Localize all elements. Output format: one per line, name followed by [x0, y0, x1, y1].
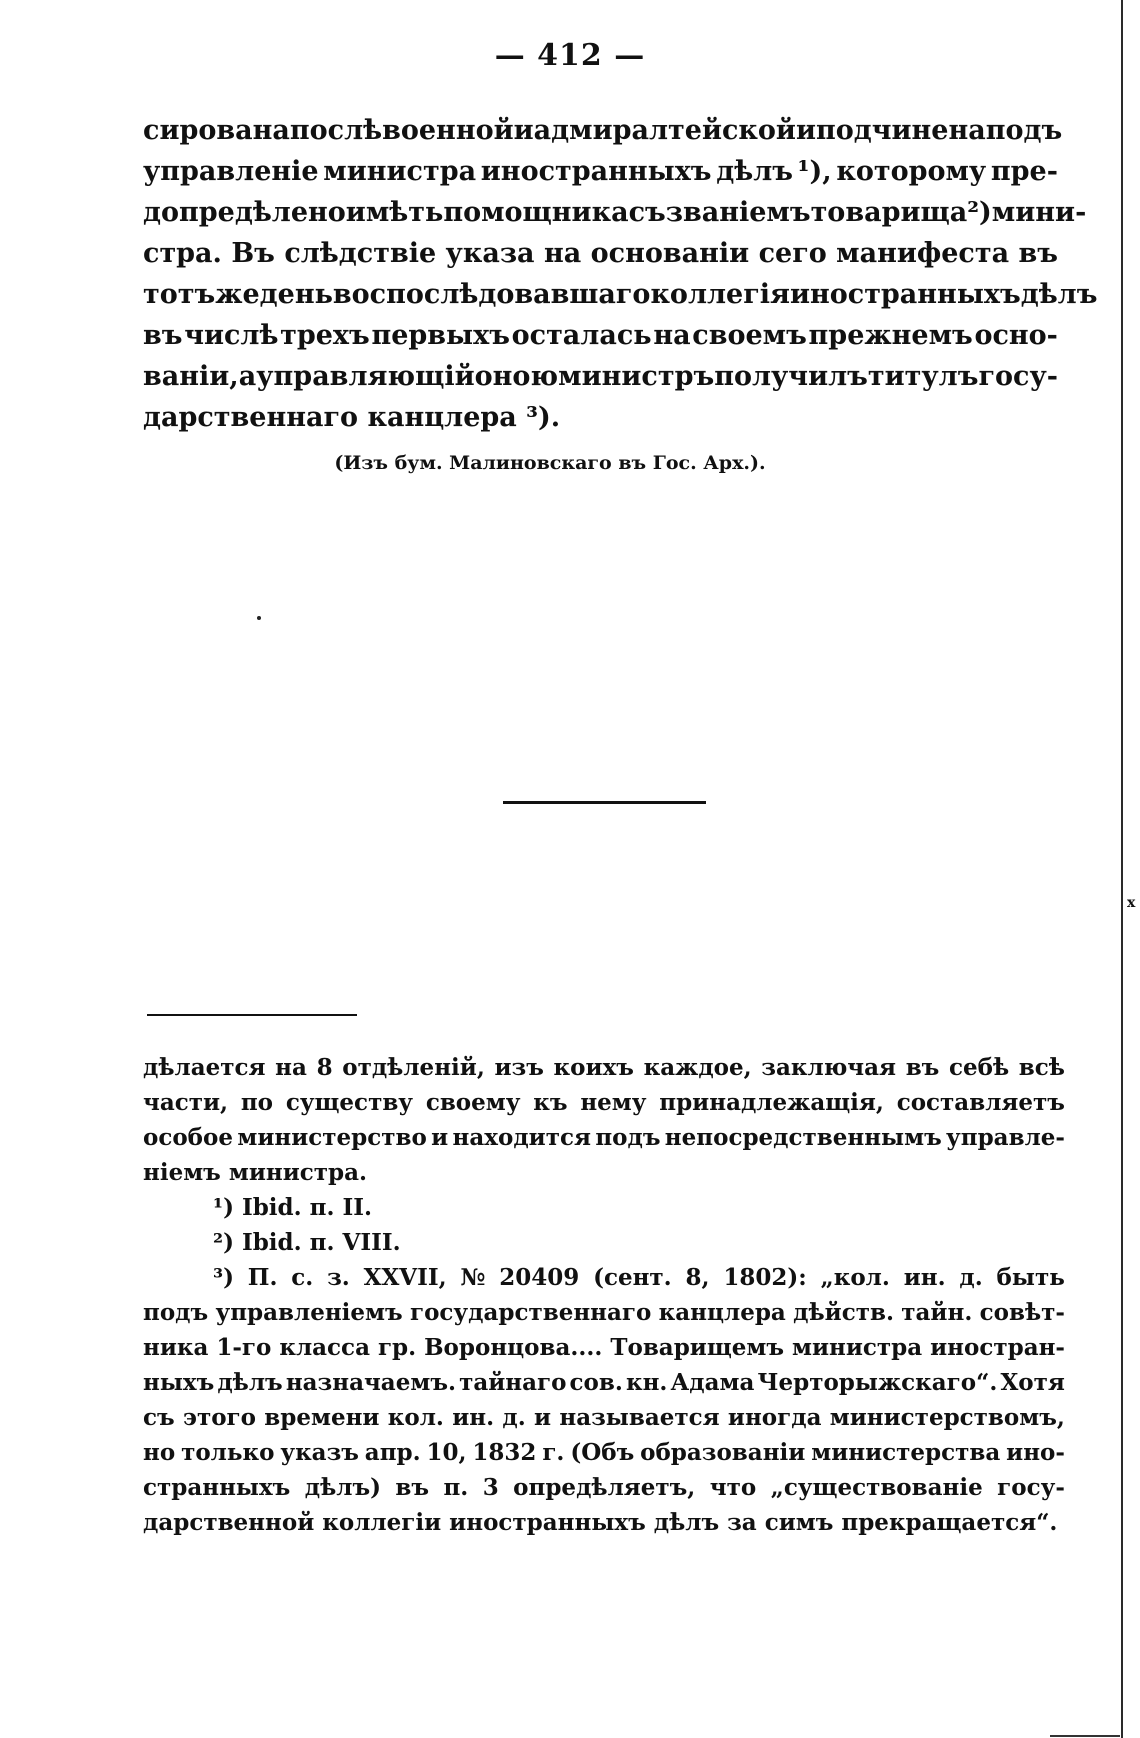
bottom-edge-line: [1050, 1735, 1120, 1737]
margin-mark: x: [1127, 895, 1136, 911]
word: быть: [996, 1264, 1065, 1291]
print-speck: [257, 616, 261, 620]
word: апр.: [364, 1439, 421, 1466]
word: къ: [533, 1089, 568, 1116]
word: времени: [264, 1404, 380, 1431]
word: 1802):: [723, 1264, 807, 1291]
footnote-line: [143, 1295, 1065, 1330]
word: д.: [959, 1264, 983, 1291]
footnote-1: ¹) Ibid. п. II.: [213, 1194, 373, 1221]
word: П.: [247, 1264, 278, 1291]
word: ин.: [903, 1264, 946, 1291]
word: что: [709, 1474, 757, 1501]
word: на: [275, 1054, 307, 1081]
word: но: [143, 1439, 176, 1466]
word: г.: [542, 1439, 565, 1466]
footnote-line: [143, 1050, 1065, 1085]
word: госу-: [978, 361, 1058, 392]
word: гр.: [377, 1334, 417, 1361]
footnote-line: [143, 1435, 1065, 1470]
word: „кол.: [820, 1264, 890, 1291]
word: день: [259, 279, 333, 310]
word: XXVII,: [363, 1264, 447, 1291]
word: послѣ: [289, 115, 383, 146]
word: сов.: [569, 1369, 623, 1396]
word: (Объ: [570, 1439, 635, 1466]
word: министерство: [237, 1124, 427, 1151]
word: себѣ: [948, 1054, 1010, 1081]
word: называется: [559, 1404, 720, 1431]
footnote-line: [143, 1470, 1065, 1505]
word: заключая: [761, 1054, 897, 1081]
word: ваніи,: [143, 361, 239, 392]
word: тайнаго: [459, 1369, 567, 1396]
footnote-line: [143, 1330, 1065, 1365]
word: титулъ: [867, 361, 979, 392]
word: трехъ: [280, 320, 370, 351]
word: образованіи: [640, 1439, 806, 1466]
footnote-line: [143, 1400, 1065, 1435]
main-line: [143, 356, 1058, 397]
word: 1832: [472, 1439, 537, 1466]
word: слѣдствіе: [284, 238, 437, 269]
main-line-last: дарственнаго канцлера ³).: [143, 402, 561, 433]
word: 8,: [685, 1264, 710, 1291]
word: дѣйств.: [793, 1299, 894, 1326]
word: коллегія: [650, 279, 790, 310]
word: принадлежащія,: [659, 1089, 884, 1116]
main-line: [143, 151, 1058, 192]
word: а: [238, 361, 257, 392]
word: министръ: [558, 361, 715, 392]
word: сирована: [143, 115, 290, 146]
word: ³): [213, 1264, 234, 1291]
footnotes-block: [143, 1050, 1065, 1540]
word: странныхъ: [143, 1474, 291, 1501]
word: кол.: [387, 1404, 444, 1431]
word: только: [181, 1439, 275, 1466]
word: Хотя: [1000, 1369, 1065, 1396]
word: с.: [291, 1264, 314, 1291]
word: иностранныхъ: [789, 279, 1021, 310]
word: оною: [474, 361, 559, 392]
word: получилъ: [714, 361, 868, 392]
word: нему: [580, 1089, 647, 1116]
word: 1-го: [216, 1334, 272, 1361]
word: которому: [836, 156, 987, 187]
word: опредѣляетъ,: [513, 1474, 696, 1501]
word: въ: [1018, 238, 1058, 269]
word: ника: [143, 1334, 209, 1361]
word: осталась: [511, 320, 652, 351]
word: военной: [382, 115, 514, 146]
source-citation: (Изъ бум. Малиновскаго въ Гос. Арх.).: [334, 452, 766, 474]
main-line: [143, 274, 1098, 315]
word: имѣть: [345, 197, 444, 228]
word: дѣлъ: [217, 1369, 283, 1396]
word: министерства: [811, 1439, 1001, 1466]
word: 20409: [499, 1264, 580, 1291]
word: 10,: [426, 1439, 467, 1466]
word: (сент.: [593, 1264, 672, 1291]
main-line: [143, 233, 1058, 274]
word: ин.: [452, 1404, 495, 1431]
footnote-line-last: дарственной коллегіи иностранныхъ дѣлъ за симъ прекращается“.: [143, 1509, 1058, 1536]
word: допредѣлено: [143, 197, 346, 228]
word: основаніи: [590, 238, 750, 269]
word: части,: [143, 1089, 229, 1116]
word: съ: [143, 1404, 175, 1431]
word: дѣлъ): [304, 1474, 381, 1501]
word: совѣт-: [979, 1299, 1065, 1326]
word: и: [513, 115, 534, 146]
word: подъ: [985, 115, 1063, 146]
word: пре-: [990, 156, 1058, 187]
footnote-divider: [147, 1014, 357, 1016]
word: управленіе: [143, 156, 319, 187]
footnote-line: [143, 1365, 1065, 1400]
word: 3: [482, 1474, 499, 1501]
word: тотъ: [143, 279, 216, 310]
word: осно-: [974, 320, 1058, 351]
page-edge-line: [1121, 0, 1123, 1738]
word: и: [431, 1124, 449, 1151]
word: же: [215, 279, 260, 310]
word: находится: [452, 1124, 591, 1151]
word: №: [460, 1264, 486, 1291]
footnote-line: ніемъ министра.: [143, 1159, 368, 1186]
word: з.: [327, 1264, 350, 1291]
footnote-line: [143, 1120, 1065, 1155]
word: управле-: [946, 1124, 1065, 1151]
word: управляющій: [256, 361, 475, 392]
word: иностран-: [930, 1334, 1065, 1361]
footnote-line: [143, 1085, 1065, 1120]
word: министра: [323, 156, 477, 187]
word: иногда: [727, 1404, 822, 1431]
word: канцлера: [658, 1299, 786, 1326]
word: числѣ: [184, 320, 279, 351]
word: и: [795, 115, 816, 146]
word: дѣлъ: [1020, 279, 1098, 310]
word: на: [543, 238, 582, 269]
word: подчинена: [815, 115, 986, 146]
word: первыхъ: [371, 320, 510, 351]
main-line: [143, 110, 1063, 151]
word: существу: [285, 1089, 414, 1116]
word: управленіемъ: [215, 1299, 403, 1326]
word: сего: [758, 238, 827, 269]
word: п.: [443, 1474, 469, 1501]
word: подъ: [595, 1124, 661, 1151]
word: изъ: [494, 1054, 544, 1081]
main-line: [143, 192, 1087, 233]
word: своему: [425, 1089, 521, 1116]
word: ²): [967, 197, 992, 228]
word: дѣлъ: [716, 156, 793, 187]
main-paragraph: [143, 110, 1098, 438]
word: 8: [316, 1054, 333, 1081]
word: по: [240, 1089, 274, 1116]
word: кн.: [625, 1369, 668, 1396]
word: званіемъ: [665, 197, 811, 228]
word: каждое,: [643, 1054, 752, 1081]
word: коихъ: [553, 1054, 634, 1081]
footnote-3: [143, 1260, 1065, 1295]
word: непосредственнымъ: [664, 1124, 942, 1151]
word: воспослѣдовавшаго: [332, 279, 651, 310]
word: мини-: [991, 197, 1087, 228]
word: указъ: [280, 1439, 359, 1466]
word: манифеста: [836, 238, 1010, 269]
word: ¹),: [797, 156, 832, 187]
word: министра: [791, 1334, 923, 1361]
word: ныхъ: [143, 1369, 215, 1396]
word: съ: [628, 197, 666, 228]
word: тайн.: [901, 1299, 973, 1326]
word: въ: [905, 1054, 940, 1081]
word: класса: [279, 1334, 370, 1361]
word: на: [653, 320, 691, 351]
page-number: — 412 —: [494, 38, 646, 73]
word: назначаемъ.: [285, 1369, 456, 1396]
word: дѣлается: [143, 1054, 266, 1081]
word: помощника: [443, 197, 629, 228]
word: составляетъ: [896, 1089, 1065, 1116]
word: этого: [182, 1404, 256, 1431]
word: всѣ: [1018, 1054, 1065, 1081]
word: своемъ: [692, 320, 807, 351]
word: въ: [395, 1474, 430, 1501]
section-divider: [503, 801, 706, 804]
word: госу-: [997, 1474, 1065, 1501]
word: Товарищемъ: [610, 1334, 784, 1361]
word: адмиралтейской: [533, 115, 796, 146]
word: особое: [143, 1124, 234, 1151]
word: Въ: [231, 238, 275, 269]
footnote-2: ²) Ibid. п. VIII.: [213, 1229, 401, 1256]
word: указа: [445, 238, 535, 269]
word: Черторыжскаго“.: [757, 1369, 998, 1396]
word: иностранныхъ: [480, 156, 712, 187]
word: ино-: [1006, 1439, 1065, 1466]
word: государственнаго: [409, 1299, 652, 1326]
word: подъ: [143, 1299, 209, 1326]
word: Адама: [670, 1369, 755, 1396]
word: Воронцова....: [424, 1334, 603, 1361]
word: товарища: [810, 197, 968, 228]
word: стра.: [143, 238, 222, 269]
word: и: [534, 1404, 552, 1431]
word: отдѣленій,: [342, 1054, 485, 1081]
word: въ: [143, 320, 183, 351]
main-line: [143, 315, 1058, 356]
word: министерствомъ,: [829, 1404, 1065, 1431]
word: „существованіе: [770, 1474, 983, 1501]
word: д.: [502, 1404, 526, 1431]
word: прежнемъ: [808, 320, 973, 351]
